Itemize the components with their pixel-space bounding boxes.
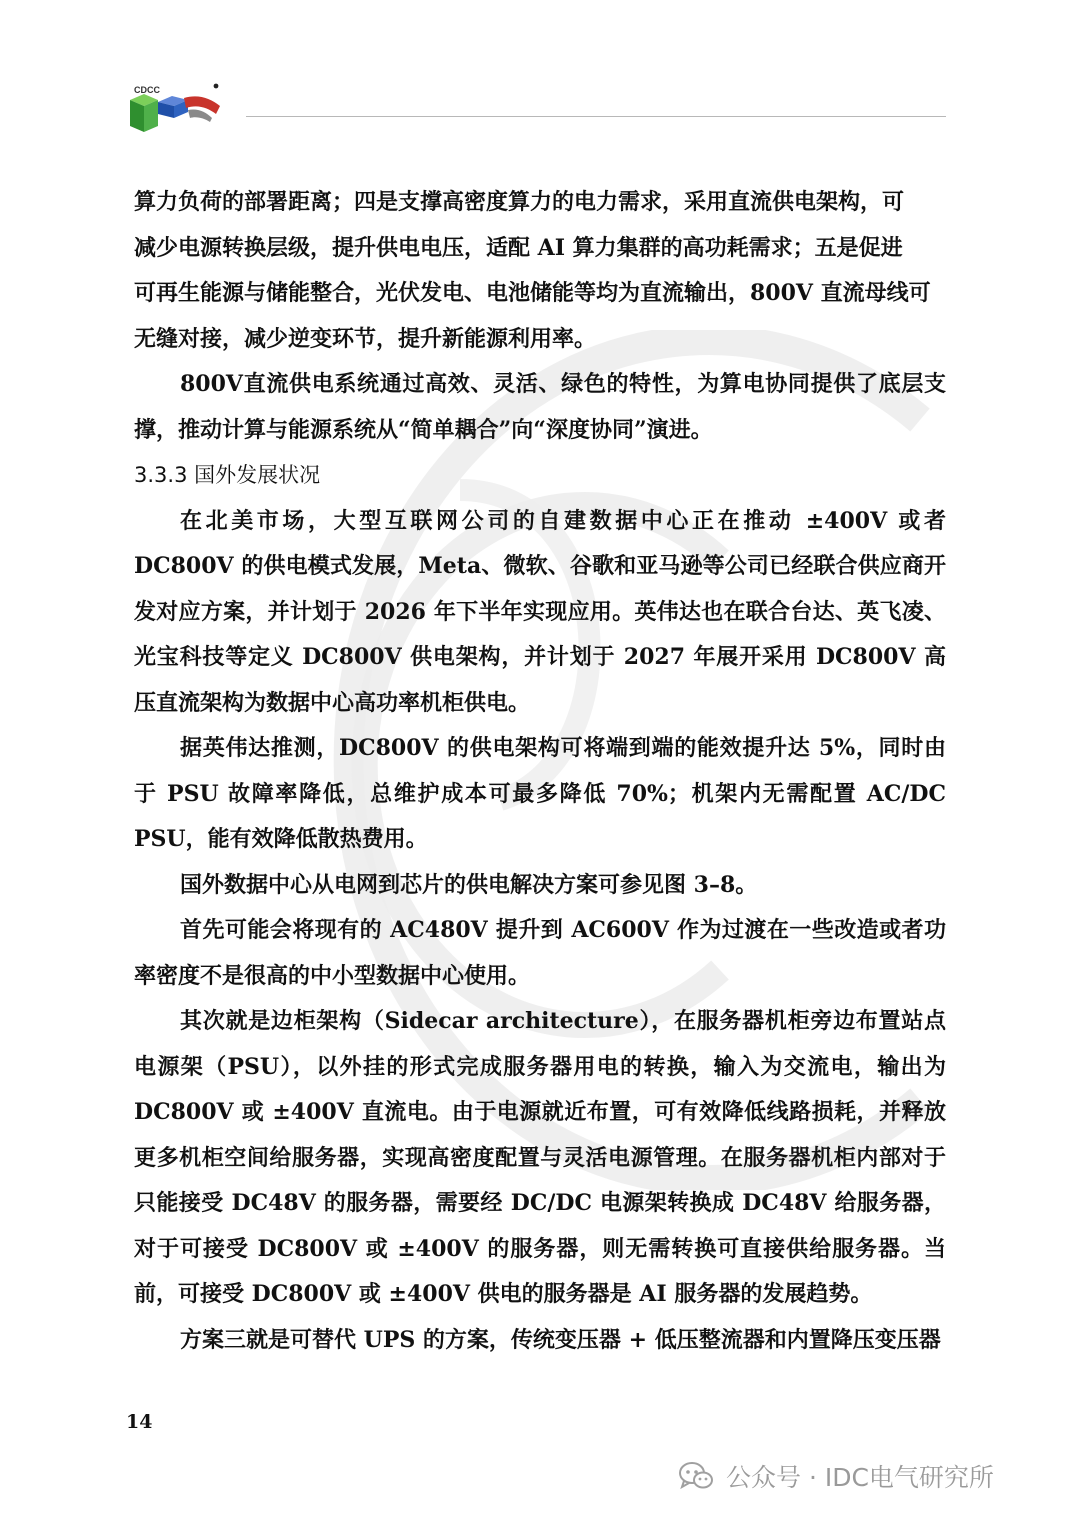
paragraph-7: 其次就是边柜架构（Sidecar architecture），在服务器机柜旁边布置站点电源架（PSU），以外挂的形式完成服务器用电的转换，输入为交流电，输出为 DC800V 或 ±400V 直流电。由于电源就近布置，可有效降低线路损耗，并释放更多机柜空间给服务器，实现高密度配置与灵活电源管理。在服务器机柜内部对于只能接受 DC48V 的服务器，需要经 DC/DC 电源架转换成 DC48V 给服务器，对于可接受 DC800V 或 ±400V 的服务器，则无需转换可直接供给服务器。当前，可接受 DC800V 或 ±400V 供电的服务器是 AI 服务器的发展趋势。 [134,1008,946,1307]
page-number: 14 [126,1411,153,1433]
header-rule [246,116,946,117]
paragraph-5: 国外数据中心从电网到芯片的供电解决方案可参见图 3–8。 [180,871,758,898]
wechat-label: 公众号 · IDC电气研究所 [726,1463,994,1492]
paragraph-1 [134,180,946,362]
logo-text: CDCC [134,85,160,95]
paragraph-8: 方案三就是可替代 UPS 的方案，传统变压器 + 低压整流器和内置降压变压器 [180,1326,941,1353]
para1-line-2: 减少电源转换层级，提升供电电压，适配 AI 算力集群的高功耗需求；五是促进 [134,234,903,261]
wechat-icon [678,1460,714,1492]
paragraph-2: 800V直流供电系统通过高效、灵活、绿色的特性，为算电协同提供了底层支撑，推动计算与能源系统从“简单耦合”向“深度协同”演进。 [134,371,946,443]
cdcc-logo [128,76,228,136]
para1-line-3: 可再生能源与储能整合，光伏发电、电池储能等均为直流输出，800V 直流母线可 [134,280,931,306]
wechat-watermark [678,1458,994,1494]
paragraph-3: 在北美市场，大型互联网公司的自建数据中心正在推动 ±400V 或者 DC800V 的供电模式发展，Meta、微软、谷歌和亚马逊等公司已经联合供应商开发对应方案，并计划于 2026 年下半年实现应用。英伟达也在联合台达、英飞凌、光宝科技等定义 DC800V 供电架构，并计划于 2027 年展开采用 DC800V 高压直流架构为数据中心高功率机柜供电。 [134,507,946,716]
paragraph-6: 首先可能会将现有的 AC480V 提升到 AC600V 作为过渡在一些改造或者功率密度不是很高的中小型数据中心使用。 [134,917,946,989]
paragraph-4: 据英伟达推测，DC800V 的供电架构可将端到端的能效提升达 5%，同时由于 PSU 故障率降低，总维护成本可最多降低 70%；机架内无需配置 AC/DC PSU，能有效降低散热费用。 [134,735,946,852]
para1-line-4: 无缝对接，减少逆变环节，提升新能源利用率。 [134,325,597,352]
para1-line-1: 算力负荷的部署距离；四是支撑高密度算力的电力需求，采用直流供电架构，可 [134,189,905,215]
body-text [134,180,946,1363]
section-heading: 3.3.3 国外发展状况 [134,463,321,487]
